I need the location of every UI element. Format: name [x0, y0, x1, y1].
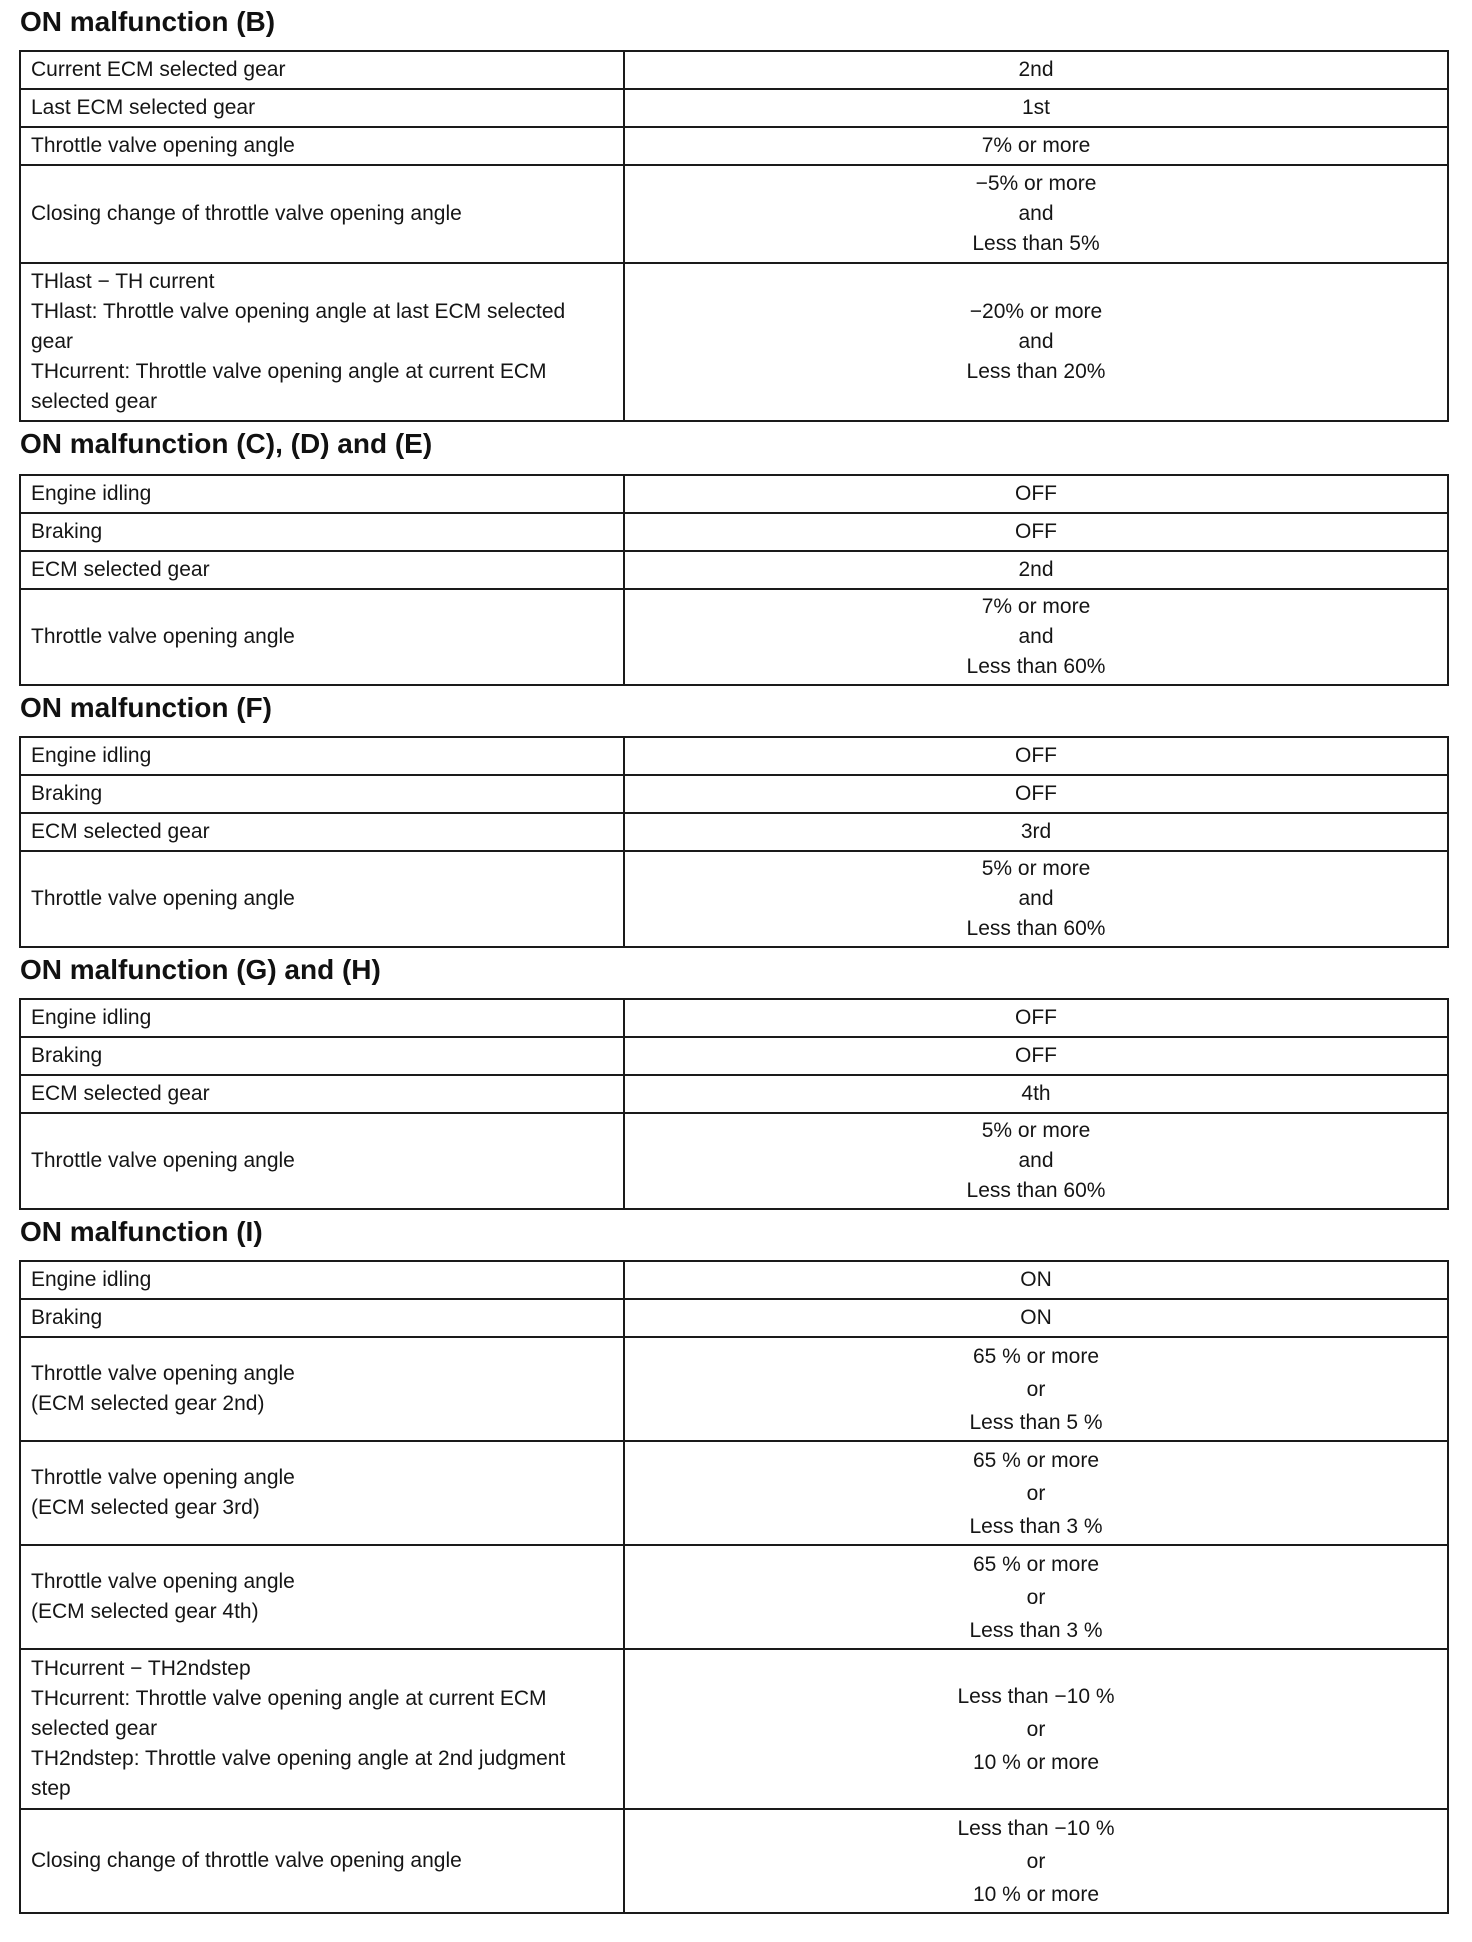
condition-value-cell — [624, 1441, 1448, 1545]
condition-value-cell — [624, 999, 1448, 1037]
cell-text-line: 2nd — [1018, 58, 1054, 81]
cell-text-line: and — [1018, 887, 1054, 910]
condition-table — [19, 736, 1449, 948]
condition-label-cell — [20, 1809, 624, 1913]
condition-value-cell — [624, 513, 1448, 551]
cell-text-line: Less than −10 % — [957, 1816, 1115, 1840]
cell-text-line: 5% or more — [981, 857, 1091, 880]
table-row — [20, 999, 1448, 1037]
cell-text-line: 4th — [1021, 1082, 1051, 1105]
cell-text-line: THcurrent: Throttle valve opening angle at current ECM — [31, 360, 547, 383]
cell-text-line: OFF — [1015, 520, 1057, 543]
cell-text-line: Throttle valve opening angle — [31, 625, 295, 648]
condition-label-cell — [20, 551, 624, 589]
cell-text-line: 7% or more — [981, 595, 1091, 618]
condition-label-cell — [20, 1337, 624, 1441]
cell-text-line: THlast − TH current — [31, 270, 215, 293]
cell-text-line: Less than 60% — [966, 917, 1106, 940]
cell-text-line: Engine idling — [31, 744, 152, 767]
cell-text-line: Throttle valve opening angle — [31, 134, 295, 157]
cell-text-line: Throttle valve opening angle — [31, 1362, 295, 1385]
condition-value-cell — [624, 1809, 1448, 1913]
cell-text-line: or — [1026, 1717, 1046, 1741]
cell-text-line: TH2ndstep: Throttle valve opening angle at 2nd judgment — [31, 1747, 566, 1770]
cell-text-line: 65 % or more — [972, 1344, 1100, 1368]
cell-text-line: (ECM selected gear 3rd) — [31, 1496, 260, 1519]
cell-text-line: Braking — [31, 782, 103, 805]
section-heading: ON malfunction (G) and (H) — [20, 954, 381, 985]
condition-label-cell — [20, 851, 624, 947]
table-row — [20, 1299, 1448, 1337]
cell-text-line: (ECM selected gear 2nd) — [31, 1392, 265, 1415]
cell-text-line: 2nd — [1018, 558, 1054, 581]
table-row — [20, 551, 1448, 589]
cell-text-line: Throttle valve opening angle — [31, 1570, 295, 1593]
cell-text-line: OFF — [1015, 482, 1057, 505]
cell-text-line: THlast: Throttle valve opening angle at last ECM selected — [31, 300, 566, 323]
cell-text-line: Throttle valve opening angle — [31, 1149, 295, 1172]
cell-text-line: Less than 60% — [966, 1179, 1106, 1202]
condition-label-cell — [20, 1261, 624, 1299]
condition-label-cell — [20, 1299, 624, 1337]
condition-value-cell — [624, 89, 1448, 127]
cell-text-line: or — [1026, 1377, 1046, 1401]
cell-text-line: Braking — [31, 1044, 103, 1067]
table-row — [20, 737, 1448, 775]
condition-table — [19, 1260, 1449, 1914]
table-row — [20, 127, 1448, 165]
cell-text-line: THcurrent: Throttle valve opening angle at current ECM — [31, 1687, 547, 1710]
table-row — [20, 775, 1448, 813]
condition-label-cell — [20, 1649, 624, 1809]
cell-text-line: Less than 20% — [966, 360, 1106, 383]
cell-text-line: OFF — [1015, 1006, 1057, 1029]
cell-text-line: gear — [31, 330, 74, 353]
condition-label-cell — [20, 813, 624, 851]
table-row — [20, 813, 1448, 851]
condition-label-cell — [20, 127, 624, 165]
condition-label-cell — [20, 475, 624, 513]
cell-text-line: THcurrent − TH2ndstep — [31, 1657, 251, 1680]
cell-text-line: 10 % or more — [972, 1882, 1100, 1906]
condition-value-cell — [624, 1075, 1448, 1113]
cell-text-line: 3rd — [1020, 820, 1052, 843]
cell-text-line: 10 % or more — [972, 1750, 1100, 1774]
table-row — [20, 263, 1448, 421]
table-row — [20, 1037, 1448, 1075]
cell-text-line: or — [1026, 1849, 1046, 1873]
condition-value-cell — [624, 263, 1448, 421]
cell-text-line: Closing change of throttle valve opening angle — [31, 202, 462, 225]
condition-value-cell — [624, 775, 1448, 813]
table-row — [20, 1545, 1448, 1649]
table-row — [20, 1337, 1448, 1441]
condition-value-cell — [624, 1037, 1448, 1075]
cell-text-line: ECM selected gear — [31, 820, 210, 843]
table-row — [20, 89, 1448, 127]
cell-text-line: Less than 3 % — [969, 1618, 1103, 1642]
table-row — [20, 1075, 1448, 1113]
condition-label-cell — [20, 1113, 624, 1209]
cell-text-line: 1st — [1021, 96, 1050, 119]
cell-text-line: Engine idling — [31, 1006, 152, 1029]
cell-text-line: Engine idling — [31, 482, 152, 505]
cell-text-line: ECM selected gear — [31, 1082, 210, 1105]
cell-text-line: or — [1026, 1481, 1046, 1505]
cell-text-line: Current ECM selected gear — [31, 58, 286, 81]
cell-text-line: OFF — [1015, 744, 1057, 767]
cell-text-line: Braking — [31, 520, 103, 543]
condition-label-cell — [20, 737, 624, 775]
condition-value-cell — [624, 1299, 1448, 1337]
condition-value-cell — [624, 475, 1448, 513]
condition-label-cell — [20, 1075, 624, 1113]
cell-text-line: 65 % or more — [972, 1448, 1100, 1472]
cell-text-line: or — [1026, 1585, 1046, 1609]
condition-value-cell — [624, 1545, 1448, 1649]
cell-text-line: OFF — [1015, 782, 1057, 805]
cell-text-line: step — [31, 1777, 71, 1800]
condition-value-cell — [624, 127, 1448, 165]
condition-label-cell — [20, 263, 624, 421]
condition-table — [19, 50, 1449, 422]
condition-value-cell — [624, 851, 1448, 947]
table-row — [20, 475, 1448, 513]
condition-value-cell — [624, 1113, 1448, 1209]
condition-label-cell — [20, 51, 624, 89]
cell-text-line: Less than 3 % — [969, 1514, 1103, 1538]
condition-value-cell — [624, 1337, 1448, 1441]
section-heading: ON malfunction (B) — [20, 6, 276, 37]
table-row — [20, 1649, 1448, 1809]
table-row — [20, 851, 1448, 947]
condition-value-cell — [624, 51, 1448, 89]
condition-label-cell — [20, 1441, 624, 1545]
condition-table — [19, 474, 1449, 686]
cell-text-line: Less than 5 % — [969, 1410, 1103, 1434]
condition-label-cell — [20, 1037, 624, 1075]
cell-text-line: Less than −10 % — [957, 1684, 1115, 1708]
condition-value-cell — [624, 737, 1448, 775]
condition-label-cell — [20, 513, 624, 551]
section-heading: ON malfunction (C), (D) and (E) — [20, 428, 433, 459]
table-row — [20, 165, 1448, 263]
cell-text-line: OFF — [1015, 1044, 1057, 1067]
cell-text-line: Less than 5% — [972, 232, 1100, 255]
cell-text-line: −5% or more — [975, 172, 1097, 195]
section-heading: ON malfunction (I) — [20, 1216, 263, 1247]
cell-text-line: −20% or more — [969, 300, 1103, 323]
cell-text-line: ON — [1020, 1306, 1052, 1329]
table-row — [20, 1441, 1448, 1545]
cell-text-line: and — [1018, 625, 1054, 648]
cell-text-line: Braking — [31, 1306, 103, 1329]
cell-text-line: Closing change of throttle valve opening angle — [31, 1849, 462, 1872]
cell-text-line: selected gear — [31, 390, 158, 413]
cell-text-line: and — [1018, 202, 1054, 225]
cell-text-line: ON — [1020, 1268, 1052, 1291]
cell-text-line: Throttle valve opening angle — [31, 887, 295, 910]
cell-text-line: (ECM selected gear 4th) — [31, 1600, 259, 1623]
cell-text-line: 65 % or more — [972, 1552, 1100, 1576]
table-row — [20, 513, 1448, 551]
condition-value-cell — [624, 165, 1448, 263]
condition-label-cell — [20, 1545, 624, 1649]
section-heading: ON malfunction (F) — [20, 692, 272, 723]
cell-text-line: selected gear — [31, 1717, 158, 1740]
condition-table — [19, 998, 1449, 1210]
cell-text-line: Engine idling — [31, 1268, 152, 1291]
cell-text-line: 5% or more — [981, 1119, 1091, 1142]
cell-text-line: Throttle valve opening angle — [31, 1466, 295, 1489]
cell-text-line: and — [1018, 330, 1054, 353]
condition-label-cell — [20, 89, 624, 127]
condition-value-cell — [624, 551, 1448, 589]
cell-text-line: Less than 60% — [966, 655, 1106, 678]
cell-text-line: Last ECM selected gear — [31, 96, 256, 119]
condition-label-cell — [20, 999, 624, 1037]
condition-value-cell — [624, 589, 1448, 685]
condition-value-cell — [624, 813, 1448, 851]
table-row — [20, 1261, 1448, 1299]
condition-label-cell — [20, 165, 624, 263]
table-row — [20, 589, 1448, 685]
condition-value-cell — [624, 1261, 1448, 1299]
table-row — [20, 1809, 1448, 1913]
cell-text-line: ECM selected gear — [31, 558, 210, 581]
cell-text-line: and — [1018, 1149, 1054, 1172]
condition-value-cell — [624, 1649, 1448, 1809]
condition-label-cell — [20, 775, 624, 813]
table-row — [20, 51, 1448, 89]
condition-label-cell — [20, 589, 624, 685]
table-row — [20, 1113, 1448, 1209]
cell-text-line: 7% or more — [981, 134, 1091, 157]
